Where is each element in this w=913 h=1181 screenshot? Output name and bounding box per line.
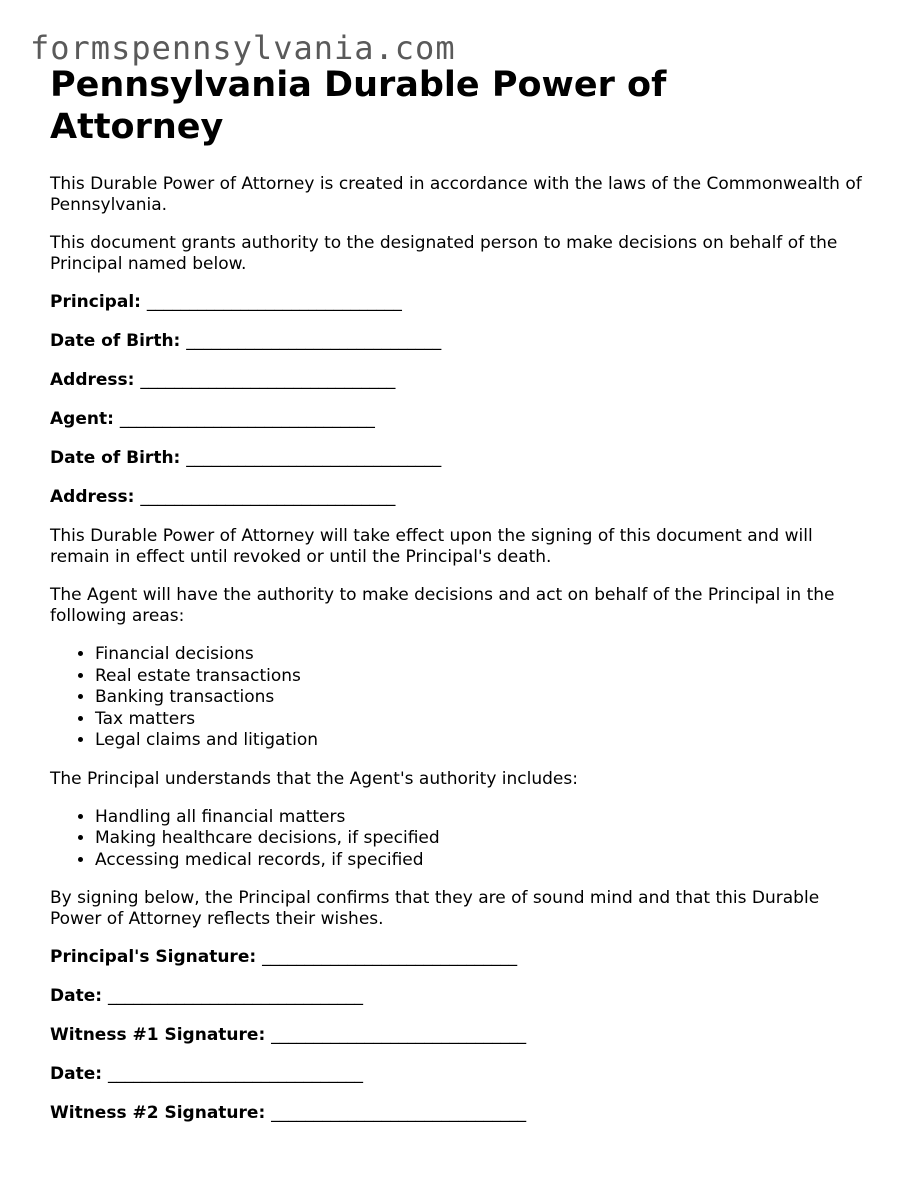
principal-signature-field[interactable]	[50, 947, 870, 968]
field-label: Witness #1 Signature:	[50, 1025, 266, 1045]
list-item: • Accessing medical records, if specified	[95, 850, 870, 872]
authority-intro-paragraph: The Principal understands that the Agent's authority includes:	[50, 768, 578, 789]
field-label: Agent:	[50, 409, 114, 429]
field-label: Principal:	[50, 292, 141, 312]
field-label: Date of Birth:	[50, 331, 181, 351]
areas-list	[50, 644, 870, 752]
intro-paragraph-2: This document grants authority to the designated person to make decisions on behalf of the Principal named below.	[50, 233, 838, 274]
agent-address-field[interactable]	[50, 487, 870, 508]
principal-name-field[interactable]	[50, 292, 870, 313]
list-item: • Legal claims and litigation	[95, 730, 870, 752]
list-item: • Real estate transactions	[95, 666, 870, 688]
field-label: Principal's Signature:	[50, 947, 257, 967]
agent-name-field[interactable]	[50, 409, 870, 430]
field-label: Date of Birth:	[50, 448, 181, 468]
areas-intro-paragraph: The Agent will have the authority to make decisions and act on behalf of the Principal in the following areas:	[50, 585, 835, 626]
blank-line: ______________________________	[262, 947, 518, 967]
blank-line: ______________________________	[107, 1064, 363, 1084]
intro-paragraph-1: This Durable Power of Attorney is created in accordance with the laws of the Commonwealth of Pennsylvania.	[50, 174, 862, 215]
site-watermark: formspennsylvania.com	[30, 29, 456, 67]
effect-paragraph: This Durable Power of Attorney will take effect upon the signing of this document and will remain in effect until revoked or until the Principal's death.	[50, 526, 813, 567]
field-label: Witness #2 Signature:	[50, 1103, 266, 1123]
blank-line: ______________________________	[271, 1025, 527, 1045]
blank-line: ______________________________	[140, 487, 396, 507]
witness1-signature-field[interactable]	[50, 1025, 870, 1046]
list-item: • Banking transactions	[95, 687, 870, 709]
list-item: • Making healthcare decisions, if specified	[95, 828, 870, 850]
field-label: Date:	[50, 986, 103, 1006]
blank-line: ______________________________	[119, 409, 375, 429]
blank-line: ______________________________	[186, 448, 442, 468]
authority-list	[50, 807, 870, 872]
principal-dob-field[interactable]	[50, 331, 870, 352]
principal-date-field[interactable]	[50, 986, 870, 1007]
document-title: Pennsylvania Durable Power of Attorney	[50, 65, 667, 147]
witness1-date-field[interactable]	[50, 1064, 870, 1085]
principal-address-field[interactable]	[50, 370, 870, 391]
witness2-signature-field[interactable]	[50, 1103, 870, 1124]
blank-line: ______________________________	[186, 331, 442, 351]
confirmation-paragraph: By signing below, the Principal confirms that they are of sound mind and that this Durable Power of Attorney reflects their wishes.	[50, 888, 820, 929]
agent-dob-field[interactable]	[50, 448, 870, 469]
list-item: • Tax matters	[95, 709, 870, 731]
blank-line: ______________________________	[107, 986, 363, 1006]
field-label: Address:	[50, 487, 135, 507]
document-body	[50, 64, 870, 1142]
blank-line: ______________________________	[140, 370, 396, 390]
blank-line: ______________________________	[146, 292, 402, 312]
field-label: Date:	[50, 1064, 103, 1084]
field-label: Address:	[50, 370, 135, 390]
blank-line: ______________________________	[271, 1103, 527, 1123]
list-item: • Handling all financial matters	[95, 807, 870, 829]
list-item: • Financial decisions	[95, 644, 870, 666]
